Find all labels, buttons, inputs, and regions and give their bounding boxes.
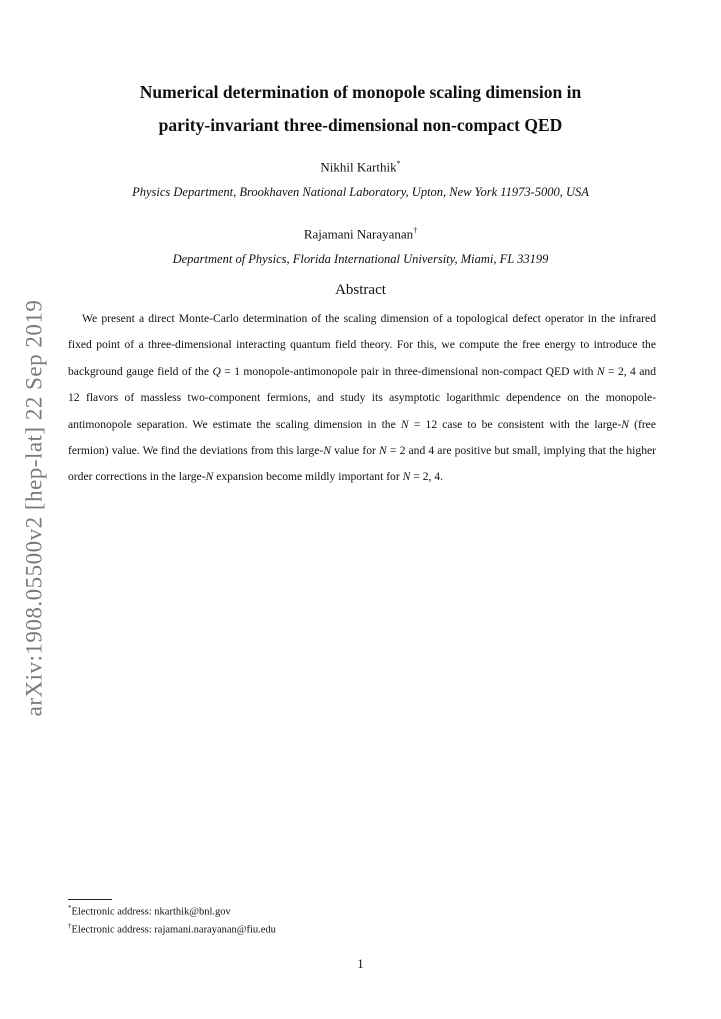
abstract-text: = 2, 4. <box>410 470 443 484</box>
abstract-text: We present a direct Monte-Carlo determination of the scaling dimension of a topological defect operator in the infrared fixed point of a three-dimensional interacting quantum field theory. For this, we compute the free energy to introduce the background gauge field of the <box>68 312 656 378</box>
abstract-math: N <box>621 417 629 431</box>
author-2-mark: † <box>413 226 418 235</box>
abstract-text: = 2 and 4 are positive but small, implying that the higher order corrections in the large- <box>68 444 657 484</box>
abstract-text: expansion become mildly important for <box>213 470 403 484</box>
author-1-name: Nikhil Karthik <box>320 159 397 175</box>
abstract-text: = 2, 4 and 12 flavors of massless two-component fermions, and study its asymptotic logarithmic dependence on the monopole-antimonopole separation. We estimate the scaling dimension in the <box>68 364 656 431</box>
page-number: 1 <box>357 957 364 971</box>
author-1-affiliation: Physics Department, Brookhaven National Laboratory, Upton, New York 11973-5000, USA <box>132 185 589 199</box>
author-2-name: Rajamani Narayanan <box>303 226 414 242</box>
author-2 <box>0 226 721 242</box>
footnote-divider <box>68 899 112 900</box>
footnote-2-text: Electronic address: rajamani.narayanan@fiu.edu <box>71 924 276 936</box>
abstract-math: N <box>379 444 387 458</box>
abstract-text: = 1 monopole-antimonopole pair in three-dimensional non-compact QED with <box>220 364 597 378</box>
abstract-math: N <box>323 444 331 458</box>
author-1-mark: * <box>396 159 401 168</box>
abstract-text: (free fermion) value. We find the deviations from this large- <box>68 417 656 458</box>
abstract-body <box>68 306 656 491</box>
paper-title-line-1: Numerical determination of monopole scaling dimension in <box>139 82 582 102</box>
abstract-heading: Abstract <box>335 282 386 298</box>
author-1 <box>0 159 721 175</box>
abstract-math: N <box>205 470 214 484</box>
abstract-text: value for <box>330 444 380 458</box>
abstract-math: N <box>596 364 605 378</box>
arxiv-sidebar <box>16 299 52 716</box>
footnote-1 <box>68 904 231 918</box>
abstract-text: = 12 case to be consistent with the large- <box>408 417 622 431</box>
abstract-math: N <box>402 470 411 484</box>
footnote-1-text: Electronic address: nkarthik@bnl.gov <box>71 906 231 918</box>
arxiv-identifier: arXiv:1908.05500v2 [hep-lat] 22 Sep 2019 <box>21 299 46 716</box>
abstract-math: N <box>400 417 409 431</box>
abstract-math: Q <box>212 364 221 378</box>
footnote-2-mark: † <box>68 922 72 930</box>
author-2-affiliation: Department of Physics, Florida International University, Miami, FL 33199 <box>172 252 549 266</box>
footnote-2 <box>68 922 276 936</box>
paper-title-line-2: parity-invariant three-dimensional non-compact QED <box>158 115 563 135</box>
footnote-1-mark: * <box>68 904 72 912</box>
